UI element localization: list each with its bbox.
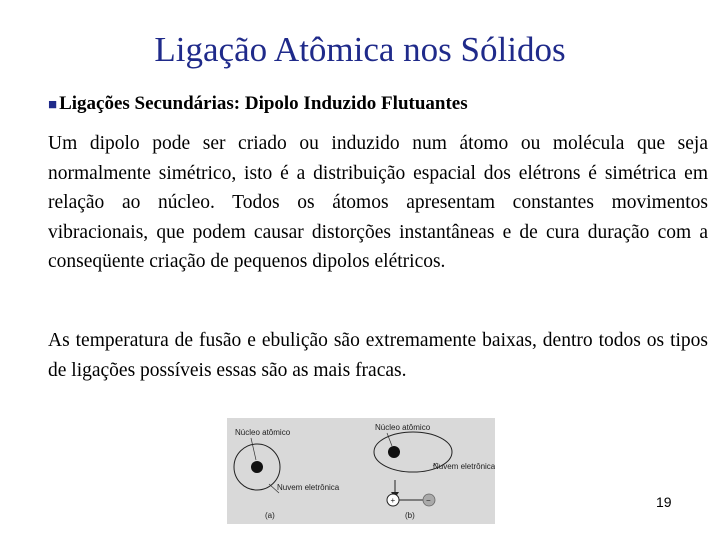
paragraph-temperature: As temperatura de fusão e ebulição são extremamente baixas, dentro todos os tipos de ligações possíveis essas são as mais fracas. — [48, 330, 708, 381]
paragraph-dipole-description: Um dipolo pode ser criado ou induzido num átomo ou molécula que seja normalmente simétrico, isto é a distribuição espacial dos elétrons é simétrica em relação ao núcleo. Todos os átomos apresentam constantes movimentos vibracionais, que podem causar distorções instantâneas e de cura duração com a conseqüente criação de pequenos dipolos elétricos. — [48, 133, 708, 272]
dipole-illustration — [227, 418, 495, 524]
dipole-minus-sign: − — [426, 496, 431, 505]
caption-a: (a) — [265, 511, 275, 520]
slide-title: Ligação Atômica nos Sólidos — [154, 30, 566, 69]
subheading-text: Ligações Secundárias: Dipolo Induzido Flutuantes — [59, 93, 468, 114]
label-nucleus-b: Núcleo atômico — [375, 423, 431, 432]
leader-line-nucleus-a — [251, 438, 256, 460]
dipole-figure — [227, 418, 495, 524]
label-nucleus-a: Núcleo atômico — [235, 428, 291, 437]
page-number: 19 — [656, 494, 672, 510]
label-cloud-a: Nuvem eletrônica — [277, 483, 340, 492]
caption-b: (b) — [405, 511, 415, 520]
nucleus-b — [388, 446, 400, 458]
dipole-plus-sign: + — [390, 496, 396, 505]
label-cloud-b: Nuvem eletrônica — [433, 462, 495, 471]
nucleus-a — [251, 461, 263, 473]
section-subheading — [48, 92, 468, 117]
square-bullet-icon: ■ — [48, 97, 58, 113]
